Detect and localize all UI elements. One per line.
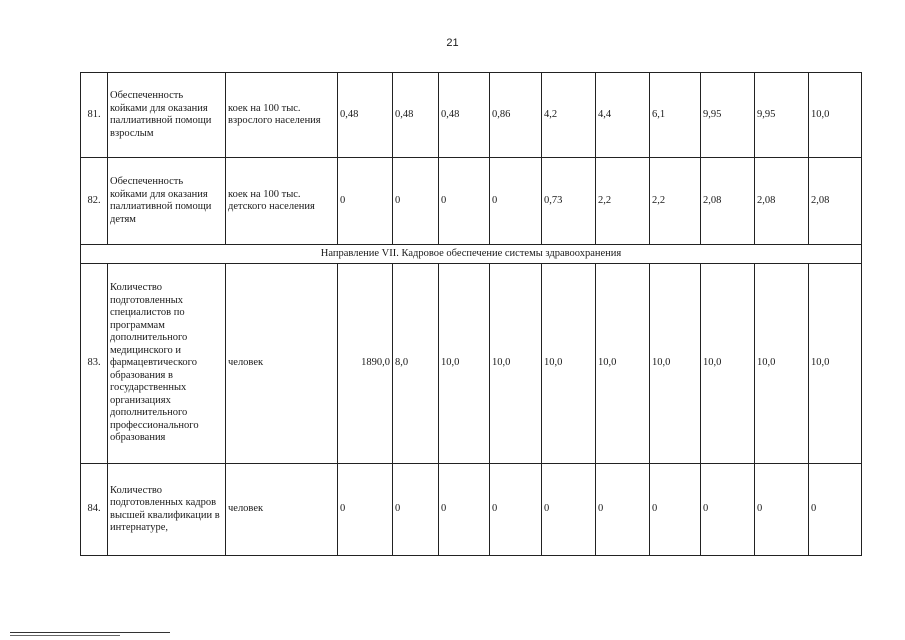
indicator-value: 0 (596, 464, 650, 556)
indicator-value: 0 (439, 464, 490, 556)
indicator-value: 0 (393, 158, 439, 245)
indicator-value: 1890,0 (338, 264, 393, 464)
indicator-value: 10,0 (809, 73, 862, 158)
indicator-value: 0 (490, 464, 542, 556)
section-title: Направление VII. Кадровое обеспечение системы здравоохранения (81, 245, 862, 264)
indicator-value: 0 (755, 464, 809, 556)
table-row (81, 73, 862, 158)
unit-of-measure: коек на 100 тыс. детского населения (226, 158, 338, 245)
indicator-value: 6,1 (650, 73, 701, 158)
indicator-value: 9,95 (701, 73, 755, 158)
indicator-value: 0 (650, 464, 701, 556)
indicator-value: 10,0 (809, 264, 862, 464)
indicator-value: 10,0 (542, 264, 596, 464)
table-row (81, 158, 862, 245)
indicators-table (80, 72, 862, 556)
indicator-value: 0 (393, 464, 439, 556)
unit-of-measure: человек (226, 464, 338, 556)
footnote-rule (10, 632, 170, 633)
indicator-value: 9,95 (755, 73, 809, 158)
indicator-value: 2,08 (701, 158, 755, 245)
indicator-value: 10,0 (650, 264, 701, 464)
row-number: 83. (81, 264, 108, 464)
indicator-value: 0 (338, 464, 393, 556)
table-body (81, 73, 862, 556)
indicator-value: 10,0 (701, 264, 755, 464)
unit-of-measure: коек на 100 тыс. взрослого населения (226, 73, 338, 158)
indicator-value: 2,08 (755, 158, 809, 245)
indicator-value: 4,2 (542, 73, 596, 158)
indicator-value: 0 (542, 464, 596, 556)
indicator-value: 0 (490, 158, 542, 245)
indicator-value: 2,08 (809, 158, 862, 245)
indicator-value: 0,48 (393, 73, 439, 158)
indicator-value: 10,0 (755, 264, 809, 464)
indicator-value: 0 (338, 158, 393, 245)
indicator-value: 4,4 (596, 73, 650, 158)
indicator-value: 0 (701, 464, 755, 556)
indicator-value: 0,73 (542, 158, 596, 245)
indicator-name: Количество подготовленных кадров высшей квалификации в интернатуре, (108, 464, 226, 556)
page-number: 21 (446, 37, 459, 49)
indicator-value: 0,48 (338, 73, 393, 158)
indicator-value: 8,0 (393, 264, 439, 464)
indicator-value: 0 (809, 464, 862, 556)
indicator-value: 10,0 (490, 264, 542, 464)
indicator-value: 2,2 (650, 158, 701, 245)
indicator-name: Обеспеченность койками для оказания паллиативной помощи взрослым (108, 73, 226, 158)
row-number: 84. (81, 464, 108, 556)
indicator-value: 2,2 (596, 158, 650, 245)
indicator-name: Количество подготовленных специалистов по программам дополнительного медицинского и фармацевтического образования в государственных организациях дополнительного профессионального образования (108, 264, 226, 464)
table-row (81, 464, 862, 556)
table-row (81, 264, 862, 464)
row-number: 82. (81, 158, 108, 245)
section-header-row (81, 245, 862, 264)
indicator-value: 0,48 (439, 73, 490, 158)
indicator-value: 0,86 (490, 73, 542, 158)
unit-of-measure: человек (226, 264, 338, 464)
indicator-value: 0 (439, 158, 490, 245)
indicator-value: 10,0 (596, 264, 650, 464)
row-number: 81. (81, 73, 108, 158)
indicator-name: Обеспеченность койками для оказания паллиативной помощи детям (108, 158, 226, 245)
footnote-rule (10, 635, 120, 636)
indicator-value: 10,0 (439, 264, 490, 464)
